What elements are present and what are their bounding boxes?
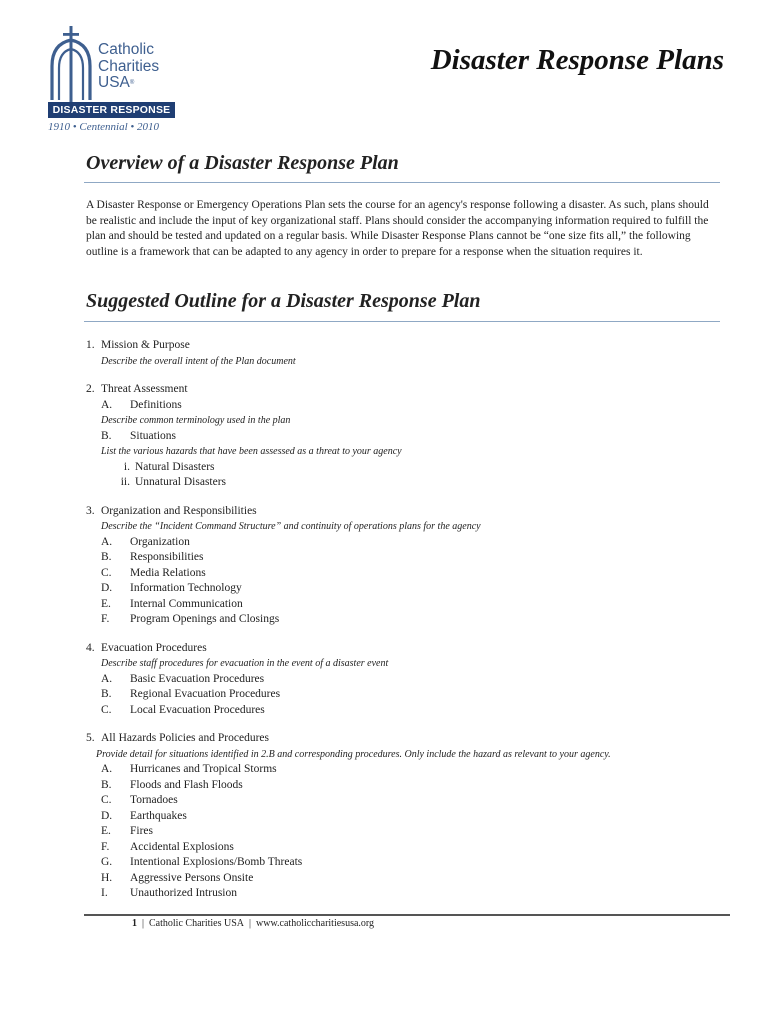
outline-item-title: Organization and Responsibilities [101, 504, 257, 517]
outline-subitem-text: Basic Evacuation Procedures [130, 672, 265, 685]
logo-name-line-2: Charities [98, 57, 160, 75]
outline-subitem [86, 762, 726, 778]
outline-subitem [86, 612, 726, 628]
outline-subitem [86, 840, 726, 856]
overview-rule [84, 182, 720, 183]
catholic-charities-logo [48, 24, 180, 136]
outline-item-title-line [86, 641, 726, 657]
outline-item-description: Describe staff procedures for evacuation in the event of a disaster event [101, 658, 389, 669]
outline-subitem [86, 871, 726, 887]
outline-subsubitem [86, 460, 726, 476]
outline-subsubitem-numeral: ii. [120, 476, 130, 488]
outline-subitem-text: Information Technology [130, 582, 242, 594]
outline-list [86, 338, 726, 915]
outline-item-number: 5. [86, 732, 95, 744]
page-number: 1 [132, 918, 137, 929]
outline-subitem-letter: F. [101, 840, 110, 853]
document-title: Disaster Response Plans [430, 44, 724, 76]
outline-subitem [86, 398, 726, 414]
outline-subitem [86, 793, 726, 809]
outline-subitem-text: Aggressive Persons Onsite [130, 871, 254, 884]
outline-subitem-text: Definitions [130, 398, 182, 411]
outline-subitem-text: Local Evacuation Procedures [130, 703, 265, 716]
outline-subitem [86, 566, 726, 582]
outline-subitem-letter: D. [101, 582, 113, 594]
outline-item-number: 2. [86, 383, 95, 395]
outline-item-title: Mission & Purpose [101, 339, 190, 351]
outline-subsubitem-numeral: i. [123, 460, 130, 473]
outline-subitem-text: Internal Communication [130, 597, 243, 610]
outline-subsubitem-text: Unnatural Disasters [135, 476, 227, 488]
outline-subitem-letter: B. [101, 778, 112, 791]
outline-subitem [86, 809, 726, 825]
outline-subitem [86, 855, 726, 871]
outline-item-title-line [86, 382, 726, 398]
outline-item [86, 731, 726, 902]
outline-subitem-text: Tornadoes [130, 794, 178, 806]
footer-separator: | [142, 918, 145, 929]
outline-item-number: 3. [86, 504, 95, 517]
outline-subitem-letter: B. [101, 688, 112, 700]
outline-subitem-text: Regional Evacuation Procedures [130, 688, 281, 700]
outline-item-title: All Hazards Policies and Procedures [101, 732, 269, 744]
outline-subitem-text: Fires [130, 825, 153, 837]
logo-name-line-3: USA [98, 74, 130, 91]
outline-subitem-text: Floods and Flash Floods [130, 778, 243, 791]
outline-item-title-line [86, 504, 726, 520]
outline-subitem-letter: E. [101, 825, 111, 837]
outline-subitem-letter: B. [101, 429, 112, 442]
outline-item-title: Evacuation Procedures [101, 641, 207, 654]
outline-subitem-letter: C. [101, 566, 112, 579]
outline-subitem-letter: A. [101, 763, 113, 775]
outline-subitem-text: Program Openings and Closings [130, 613, 280, 625]
outline-subitem [86, 687, 726, 703]
outline-subitem-text: Situations [130, 429, 177, 442]
outline-item-description: Provide detail for situations identified in 2.B and corresponding procedures. Only include the hazard as relevant to your agency. [96, 748, 611, 760]
outline-subitem [86, 824, 726, 840]
outline-subitem-letter: H. [101, 871, 113, 884]
outline-subitem-letter: B. [101, 551, 112, 563]
outline-item-description: Describe the overall intent of the Plan document [101, 355, 296, 367]
outline-subitem [86, 672, 726, 688]
outline-item-description: Describe the “Incident Command Structure” and continuity of operations plans for the agency [101, 521, 481, 532]
outline-item-title-line [86, 731, 726, 747]
logo-wordmark [98, 42, 188, 92]
outline-subitem-letter: C. [101, 794, 112, 806]
outline-subsubitem [86, 475, 726, 491]
outline-subitem-text: Earthquakes [130, 809, 187, 822]
outline-subitem [86, 703, 726, 719]
outline-subitem [86, 581, 726, 597]
outline-subitem-text: Responsibilities [130, 551, 204, 563]
outline-subitem-letter: A. [101, 672, 113, 685]
outline-subitem [86, 886, 726, 902]
outline-subitem-letter: D. [101, 809, 113, 822]
outline-subitem-text: Organization [130, 535, 190, 548]
logo-name-line-1: Catholic [98, 41, 154, 58]
outline-subitem-description: Describe common terminology used in the plan [101, 415, 291, 426]
outline-item-title-line [86, 338, 726, 354]
logo-centennial-text: 1910 • Centennial • 2010 [48, 121, 159, 133]
outline-subitem [86, 778, 726, 794]
outline-subitem [86, 597, 726, 613]
outline-subitem-letter: A. [101, 535, 113, 548]
cross-arch-icon [48, 26, 94, 102]
page-footer [132, 918, 374, 929]
outline-subitem-letter: F. [101, 613, 110, 625]
footer-separator: | [249, 918, 252, 929]
outline-subitem [86, 535, 726, 551]
outline-subitem-letter: G. [101, 856, 113, 868]
outline-subitem-text: Media Relations [130, 566, 206, 579]
overview-heading: Overview of a Disaster Response Plan [86, 152, 399, 174]
outline-subitem [86, 550, 726, 566]
outline-subitem-text: Accidental Explosions [130, 840, 234, 853]
registered-mark: ® [129, 80, 135, 86]
outline-subitem-text: Hurricanes and Tropical Storms [130, 763, 277, 775]
outline-item [86, 338, 726, 369]
overview-paragraph: A Disaster Response or Emergency Operations Plan sets the course for an agency's response following a disaster. As such, plans should be realistic and include the input of key organizational staff. Plans should consider the accompanying information required to fulfill the plan and should be tested and updated on a regular basis. While Disaster Response Plans cannot be “one size fits all,” the following outline is a framework that can be adapted to any agency in order to prepare for a response when the situation requires it. [86, 199, 709, 258]
outline-subitem-description: List the various hazards that have been assessed as a threat to your agency [101, 446, 402, 457]
outline-item-number: 4. [86, 641, 95, 654]
outline-subitem-letter: C. [101, 703, 112, 716]
outline-subsubitem-text: Natural Disasters [135, 460, 215, 473]
outline-heading: Suggested Outline for a Disaster Response Plan [86, 290, 481, 312]
outline-item [86, 504, 726, 628]
outline-subitem-text: Intentional Explosions/Bomb Threats [130, 856, 303, 868]
outline-item-number: 1. [86, 339, 95, 351]
outline-item-title: Threat Assessment [101, 383, 188, 395]
outline-item [86, 641, 726, 719]
outline-subitem-letter: E. [101, 597, 111, 610]
logo-band-disaster-response: DISASTER RESPONSE [48, 102, 175, 118]
footer-rule [84, 914, 730, 916]
outline-subitem-letter: A. [101, 398, 113, 411]
outline-subitem-text: Unauthorized Intrusion [130, 887, 237, 899]
footer-url: www.catholiccharitiesusa.org [256, 918, 375, 929]
outline-subitem [86, 429, 726, 445]
outline-subitem-letter: I. [101, 887, 108, 899]
outline-rule [84, 321, 720, 322]
outline-item [86, 382, 726, 491]
footer-org: Catholic Charities USA [149, 918, 245, 929]
